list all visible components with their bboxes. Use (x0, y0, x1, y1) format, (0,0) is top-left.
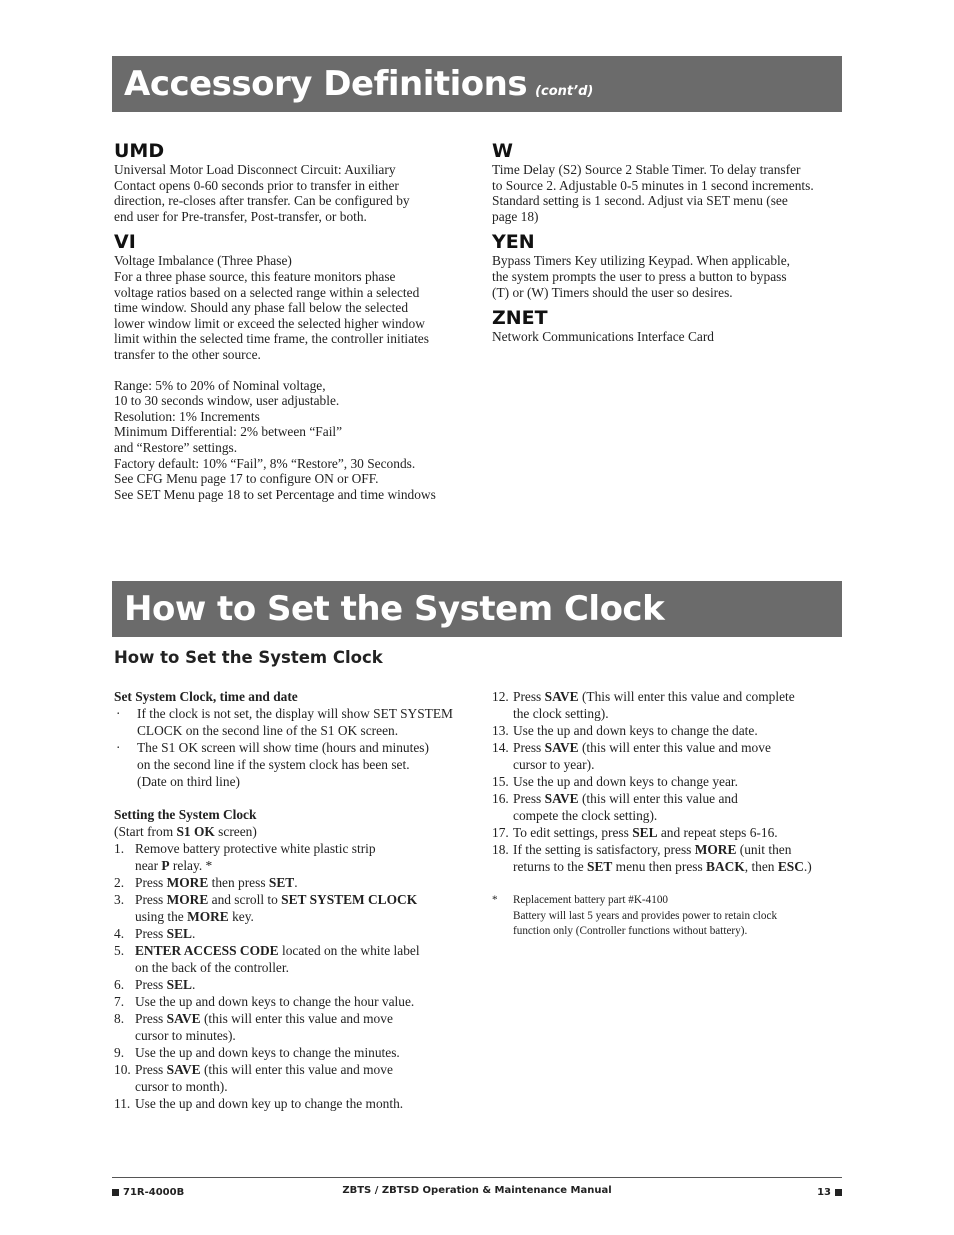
list-item: 16. Press SAVE (this will enter this value and compete the clock setting). (492, 791, 738, 823)
footer-doc-number: 71R-4000B (112, 1187, 184, 1198)
vi-spec-line: See SET Menu page 18 to set Percentage and time windows (114, 486, 436, 502)
list-item: 10. Press SAVE (this will enter this value and move cursor to month). (114, 1062, 393, 1094)
footer-page-number: 13 (817, 1187, 842, 1198)
vi-spec-line: and “Restore” settings. (114, 439, 238, 455)
list-item: 3. Press MORE and scroll to SET SYSTEM CLOCK using the MORE key. (114, 892, 418, 924)
list-item: 15. Use the up and down keys to change year. (492, 774, 738, 789)
clock-left-column (114, 688, 474, 1112)
accessory-right-column (492, 140, 842, 345)
steps-left (114, 840, 474, 1112)
vi-spec-line: Factory default: 10% “Fail”, 8% “Restore”, 30 Seconds. (114, 455, 416, 471)
vi-line: transfer to the other source. (114, 346, 261, 362)
umd-text (114, 162, 474, 224)
list-item: 9. Use the up and down keys to change the minutes. (114, 1045, 400, 1060)
bullet-mark: · (116, 706, 121, 721)
accessory-left-column (114, 140, 474, 502)
list-item: 14. Press SAVE (this will enter this value and move cursor to year). (492, 740, 771, 772)
w-line: page 18) (492, 208, 539, 224)
w-line: Standard setting is 1 second. Adjust via SET menu (see (492, 193, 788, 209)
znet-text (492, 329, 842, 345)
banner-title: How to Set the System Clock (124, 589, 665, 629)
banner-system-clock (112, 581, 842, 637)
vi-heading: VI (114, 231, 136, 254)
bullet-text: (Date on third line) (137, 774, 240, 789)
vi-spec-line: Minimum Differential: 2% between “Fail” (114, 424, 343, 440)
list-item: 7. Use the up and down keys to change the hour value. (114, 994, 415, 1009)
umd-line: Universal Motor Load Disconnect Circuit: Auxiliary (114, 162, 396, 177)
list-item: 13. Use the up and down keys to change the date. (492, 723, 758, 738)
start-note: (Start from S1 OK screen) (114, 824, 257, 839)
w-line: Time Delay (S2) Source 2 Stable Timer. To delay transfer (492, 162, 801, 177)
vi-line: lower window limit or exceed the selected higher window (114, 315, 425, 331)
list-item: 8. Press SAVE (this will enter this value and move cursor to minutes). (114, 1011, 393, 1043)
list-item: 11. Use the up and down key up to change the month. (114, 1096, 404, 1111)
vi-line: voltage ratios based on a selected range within a selected (114, 284, 420, 300)
note-line: function only (Controller functions without battery). (513, 925, 748, 937)
list-item: 2. Press MORE then press SET. (114, 875, 298, 890)
note-line: Replacement battery part #K-4100 (513, 894, 669, 906)
list-item (114, 739, 474, 790)
vi-line: For a three phase source, this feature monitors phase (114, 268, 396, 284)
vi-line: time window. Should any phase fall below the selected (114, 300, 409, 316)
list-item: 18. If the setting is satisfactory, press MORE (unit then returns to the SET menu then press BACK, then ESC.) (492, 842, 812, 874)
footer-title: ZBTS / ZBTSD Operation & Maintenance Manual (342, 1185, 612, 1196)
umd-line: end user for Pre-transfer, Post-transfer, or both. (114, 208, 367, 224)
umd-heading: UMD (114, 140, 165, 162)
bullet-text: on the second line if the system clock has been set. (137, 757, 410, 772)
yen-line: Bypass Timers Key utilizing Keypad. When applicable, (492, 253, 791, 269)
w-line: to Source 2. Adjustable 0-5 minutes in 1 second increments. (492, 177, 814, 193)
banner-accessory-definitions (112, 56, 842, 112)
page-footer (112, 1177, 842, 1208)
umd-line: Contact opens 0-60 seconds prior to transfer in either (114, 177, 399, 193)
vi-line: limit within the selected time frame, the controller initiates (114, 331, 429, 347)
bullet-text: CLOCK on the second line of the S1 OK screen. (137, 723, 399, 738)
yen-line: the system prompts the user to press a button to bypass (492, 268, 787, 284)
banner-title: Accessory Definitions (cont’d) (124, 64, 594, 104)
bullet-mark: · (116, 740, 121, 755)
set-clock-heading: Set System Clock, time and date (114, 689, 298, 704)
yen-text (492, 253, 842, 300)
set-clock-bullets (114, 705, 474, 790)
list-item: 5. ENTER ACCESS CODE located on the white label on the back of the controller. (114, 943, 420, 975)
umd-line: direction, re-closes after transfer. Can be configured by (114, 193, 410, 209)
battery-note (492, 893, 842, 940)
vi-spec-line: See CFG Menu page 17 to configure ON or OFF. (114, 471, 379, 487)
note-line: Battery will last 5 years and provides power to retain clock (513, 909, 778, 922)
steps-right (492, 688, 842, 875)
list-item: 17. To edit settings, press SEL and repeat steps 6-16. (492, 825, 778, 840)
znet-heading: ZNET (492, 307, 548, 330)
w-text (492, 162, 842, 224)
note-mark: * (492, 894, 498, 906)
yen-heading: YEN (492, 231, 535, 254)
setting-clock-heading: Setting the System Clock (114, 807, 257, 822)
vi-line: Voltage Imbalance (Three Phase) (114, 253, 292, 269)
yen-line: (T) or (W) Timers should the user so desires. (492, 284, 733, 300)
bullet-text: If the clock is not set, the display will show SET SYSTEM (137, 706, 453, 721)
banner-suffix: (cont’d) (535, 84, 594, 99)
clock-right-column (492, 688, 842, 940)
list-item: 12. Press SAVE (This will enter this value and complete the clock setting). (492, 689, 795, 721)
vi-spec-line: 10 to 30 seconds window, user adjustable. (114, 393, 340, 409)
vi-spec-line: Range: 5% to 20% of Nominal voltage, (114, 377, 326, 393)
clock-subheading: How to Set the System Clock (114, 648, 383, 667)
list-item: 6. Press SEL. (114, 977, 196, 992)
list-item (114, 705, 474, 739)
vi-spec-line: Resolution: 1% Increments (114, 408, 260, 424)
list-item: 1. Remove battery protective white plastic strip near P relay. * (114, 841, 376, 873)
vi-text (114, 253, 474, 502)
bullet-text: The S1 OK screen will show time (hours and minutes) (137, 740, 429, 755)
znet-line: Network Communications Interface Card (492, 329, 714, 345)
list-item: 4. Press SEL. (114, 926, 196, 941)
w-heading: W (492, 140, 513, 162)
